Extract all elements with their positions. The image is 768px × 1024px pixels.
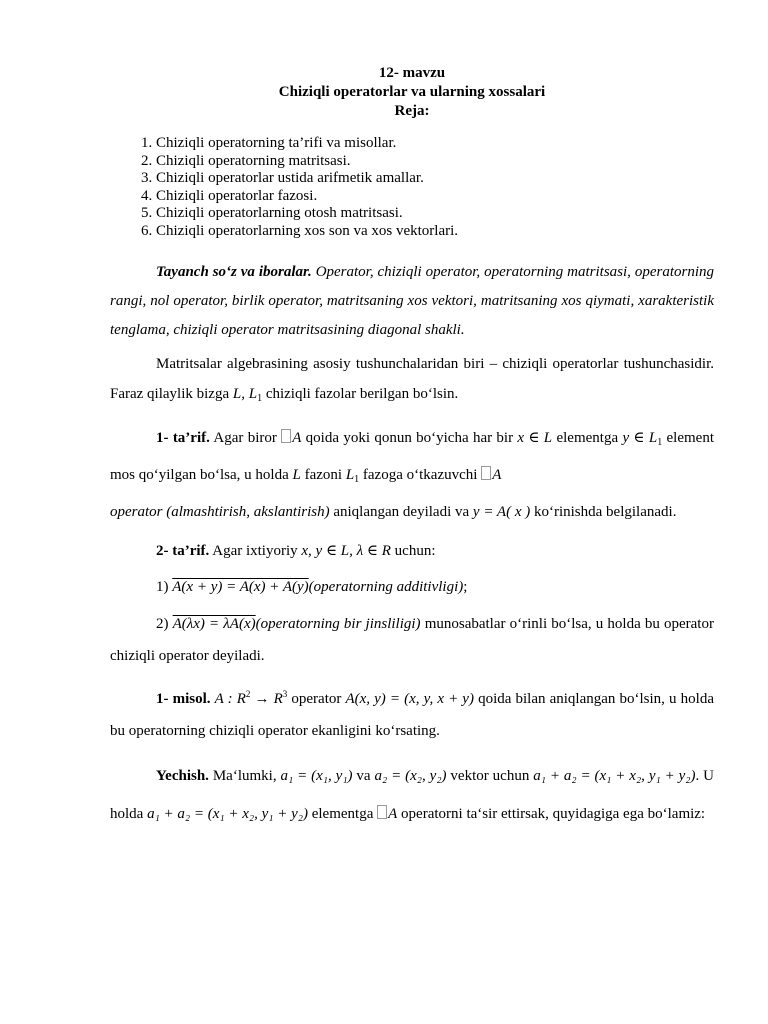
definition-2-item-1: 1) A(x + y) = A(x) + A(y)(operatorning additivligi);	[156, 578, 468, 595]
plan-item: 2. Chiziqli operatorning matritsasi.	[156, 153, 714, 171]
topic-number: 12- mavzu	[378, 65, 446, 81]
intro-paragraph: Matritsalar algebrasining asosiy tushunchalaridan biri – chiziqli operatorlar tushunchasidir. Faraz qilaylik bizga L, $L_1$ chiziqli fazolar berilgan bo‘lsin.	[110, 355, 714, 404]
definition-2-item-2: 2) A(λx) = λA(x)(operatorning bir jinsliligi) munosabatlar o‘rinli bo‘lsa, u holda bu operator chiziqli operator deyiladi.	[110, 615, 714, 664]
plan-item: 3. Chiziqli operatorlar ustida arifmetik amallar.	[156, 170, 714, 188]
solution-paragraph: Yechish. Ma‘lumki, a₁ = (x₁, y₁) va a₂ = (x₂, y₂) vektor uchun a₁ + a₂ = (x₁ + x₂, y₁ + y₂). U holda a₁ + a₂ = (x₁ + x₂, y₁ + y₂) elementga A operatorni ta‘sir ettirsak, quyidagiga ega bo‘lamiz:	[110, 767, 714, 822]
keywords-label: Tayanch so‘z va iboralar.	[156, 263, 312, 280]
example-1-label: 1- misol.	[156, 690, 211, 707]
plan-title: Reja:	[394, 103, 430, 119]
definition-2: 2- ta’rif. Agar ixtiyoriy x, y ∈ L, λ ∈ R uchun:	[156, 542, 436, 559]
document-page	[110, 64, 714, 833]
operator-symbol: A	[281, 430, 301, 446]
plan-item: 5. Chiziqli operatorlarning otosh matritsasi.	[156, 205, 714, 223]
definition-1: 1- ta’rif. Agar biror A qoida yoki qonun bo‘yicha har bir x ∈ L elementga y ∈ $L_1$ element mos qo‘yilgan bo‘lsa, u holda L fazoni $L_1$ fazoga o‘tkazuvchi A operator (almashtirish, akslantirish) aniqlangan deyiladi va y = A( x ) ko‘rinishda belgilanadi.	[110, 429, 714, 520]
document-title: Chiziqli operatorlar va ularning xossalari	[278, 84, 546, 100]
plan-list	[110, 135, 714, 241]
document-header	[110, 64, 714, 121]
definition-1-label: 1- ta’rif.	[156, 429, 210, 446]
example-1: 1- misol. A : $R^2 \to R^3$ operator A(x, y) = (x, y, x + y) qoida bilan aniqlangan bo‘lsin, u holda bu operatorning chiziqli operator ekanligini ko‘rsating.	[110, 688, 714, 739]
placeholder-box-icon	[481, 466, 491, 480]
keywords-paragraph	[110, 258, 714, 345]
placeholder-box-icon	[281, 429, 291, 443]
keywords-text: Operator, chiziqli operator, operatorning matritsasi, operatorning rangi, nol operator, birlik operator, matritsaning xos vektori, matritsaning xos qiymati, xarakteristik tenglama, chiziqli operator matritsasining diagonal shakli.	[110, 263, 715, 338]
definition-2-label: 2- ta’rif.	[156, 542, 210, 559]
math-spaces: L, $L_1$	[232, 385, 263, 404]
plan-item: 6. Chiziqli operatorlarning xos son va xos vektorlari.	[156, 223, 714, 241]
plan-item: 4. Chiziqli operatorlar fazosi.	[156, 188, 714, 206]
solution-label: Yechish.	[156, 767, 209, 784]
placeholder-box-icon	[377, 805, 387, 819]
plan-item: 1. Chiziqli operatorning ta’rifi va misollar.	[156, 135, 714, 153]
